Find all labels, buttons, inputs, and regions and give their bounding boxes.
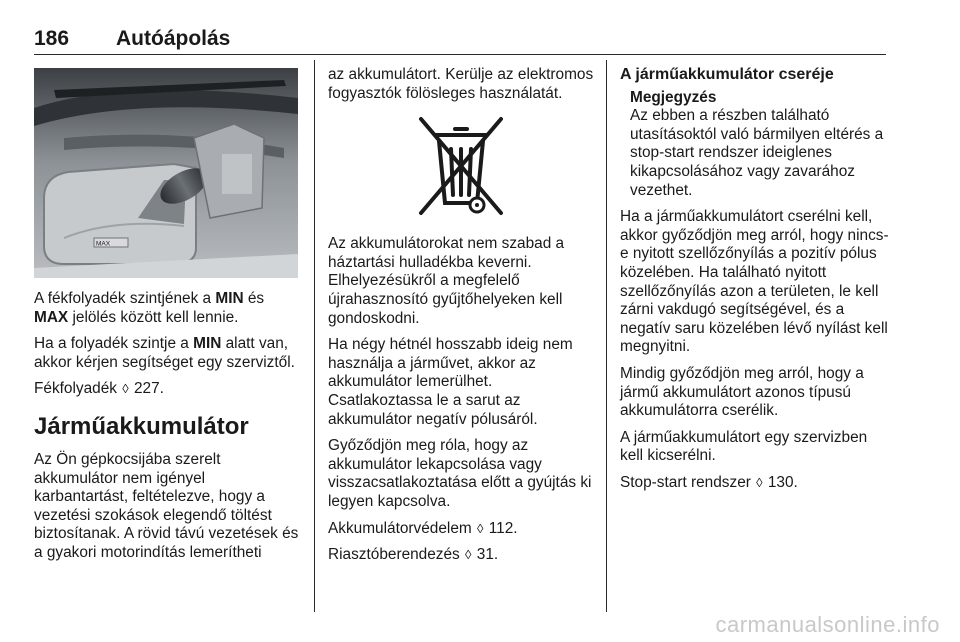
page-ref-icon: ◊ <box>465 547 472 563</box>
storage-paragraph: Ha négy hétnél hosszabb ideig nem használja a járművet, akkor az akkumulátor lemerülhet. Csatlakoztassa le a sarut az akkumulátor negatív pólusáról. <box>328 336 573 428</box>
battery-protection-reference[interactable] <box>328 520 594 539</box>
text-run: A fékfolyadék szintjének a <box>34 290 216 307</box>
reference-text: Stop-start rendszer <box>620 473 751 491</box>
min-label: MIN <box>215 290 244 307</box>
page-ref-icon: ◊ <box>477 520 484 536</box>
stop-start-reference[interactable] <box>620 474 892 493</box>
note-block <box>620 89 892 201</box>
reference-page: 31. <box>476 546 499 564</box>
column-middle <box>328 66 594 573</box>
text-run: Ha a folyadék szintje a <box>34 335 194 353</box>
page-number: 186 <box>34 27 70 50</box>
reference-page: 130. <box>767 473 798 491</box>
ignition-paragraph: Győződjön meg róla, hogy az akkumulátor lekapcsolása vagy visszacsatlakoztatása előtt a gyújtás ki legyen kapcsolva. <box>328 437 592 510</box>
column-divider <box>314 60 315 612</box>
reference-page: 227. <box>133 380 164 398</box>
max-marker-label: MAX <box>96 240 111 248</box>
page-ref-icon: ◊ <box>756 474 763 490</box>
disposal-paragraph: Az akkumulátorokat nem szabad a háztartási hulladékba keverni. Elhelyezésükről a megfelelő újrahasznosító gyűjtőhelyeken kell gondoskodni. <box>328 235 565 327</box>
column-divider <box>606 60 607 612</box>
column-left <box>34 290 302 571</box>
battery-usage-paragraph: az akkumulátort. Kerülje az elektromos fogyasztók fölösleges használatát. <box>328 66 594 102</box>
column-right <box>620 66 892 500</box>
brake-fluid-reservoir-photo <box>34 68 298 278</box>
low-level-paragraph <box>34 335 302 372</box>
note-text: Az ebben a részben található utasításoktól való bármilyen eltérés a stop-start rendszer ideiglenes kikapcsolásához vagy zavarához vezethet. <box>630 107 884 199</box>
text-run: alatt van, akkor kérjen segítséget egy szerviztől. <box>34 335 295 371</box>
crossed-bin-icon <box>413 113 509 221</box>
max-label: MAX <box>34 308 69 326</box>
subsection-heading: A járműakkumulátor cseréje <box>620 66 834 83</box>
watermark: carmanualsonline.info <box>715 612 940 637</box>
brake-fluid-level-paragraph <box>34 290 302 327</box>
reference-text: Fékfolyadék <box>34 380 117 398</box>
replacement-vent-paragraph: Ha a járműakkumulátort cserélni kell, akkor győződjön meg arról, hogy nincs-e nyitott szellőzőnyílás a pozitív pólus közelében. Ha található nyitott szellőzőnyílás azon a területen, le kell zárni vakdugó segítségével, és a negatív saru közelében lévő nyílást kell megnyitni. <box>620 208 889 356</box>
battery-intro-paragraph: Az Ön gépkocsijába szerelt akkumulátor nem igényel karbantartást, feltételezve, hogy a vezetési szokások elegendő töltést biztosítanak. A rövid távú vezetések és a gyakori motorindítás lemerítheti <box>34 450 299 561</box>
min-label: MIN <box>193 335 222 353</box>
page-header <box>34 26 886 55</box>
reference-text: Riasztóberendezés <box>328 546 460 564</box>
chapter-title: Autóápolás <box>116 27 231 50</box>
text-run: és <box>243 290 265 307</box>
section-heading: Járműakkumulátor <box>34 412 249 440</box>
reference-text: Akkumulátorvédelem <box>328 519 472 537</box>
alarm-reference[interactable] <box>328 546 594 565</box>
same-type-paragraph: Mindig győződjön meg arról, hogy a jármű akkumulátort azonos típusú akkumulátorra cserélik. <box>620 364 864 420</box>
page-ref-icon: ◊ <box>122 381 129 397</box>
workshop-paragraph: A járműakkumulátort egy szervizben kell kicserélni. <box>620 428 868 465</box>
text-run: jelölés között kell lennie. <box>68 308 239 326</box>
brake-fluid-reference[interactable] <box>34 380 302 399</box>
reference-page: 112. <box>488 519 518 537</box>
note-title: Megjegyzés <box>630 88 717 106</box>
